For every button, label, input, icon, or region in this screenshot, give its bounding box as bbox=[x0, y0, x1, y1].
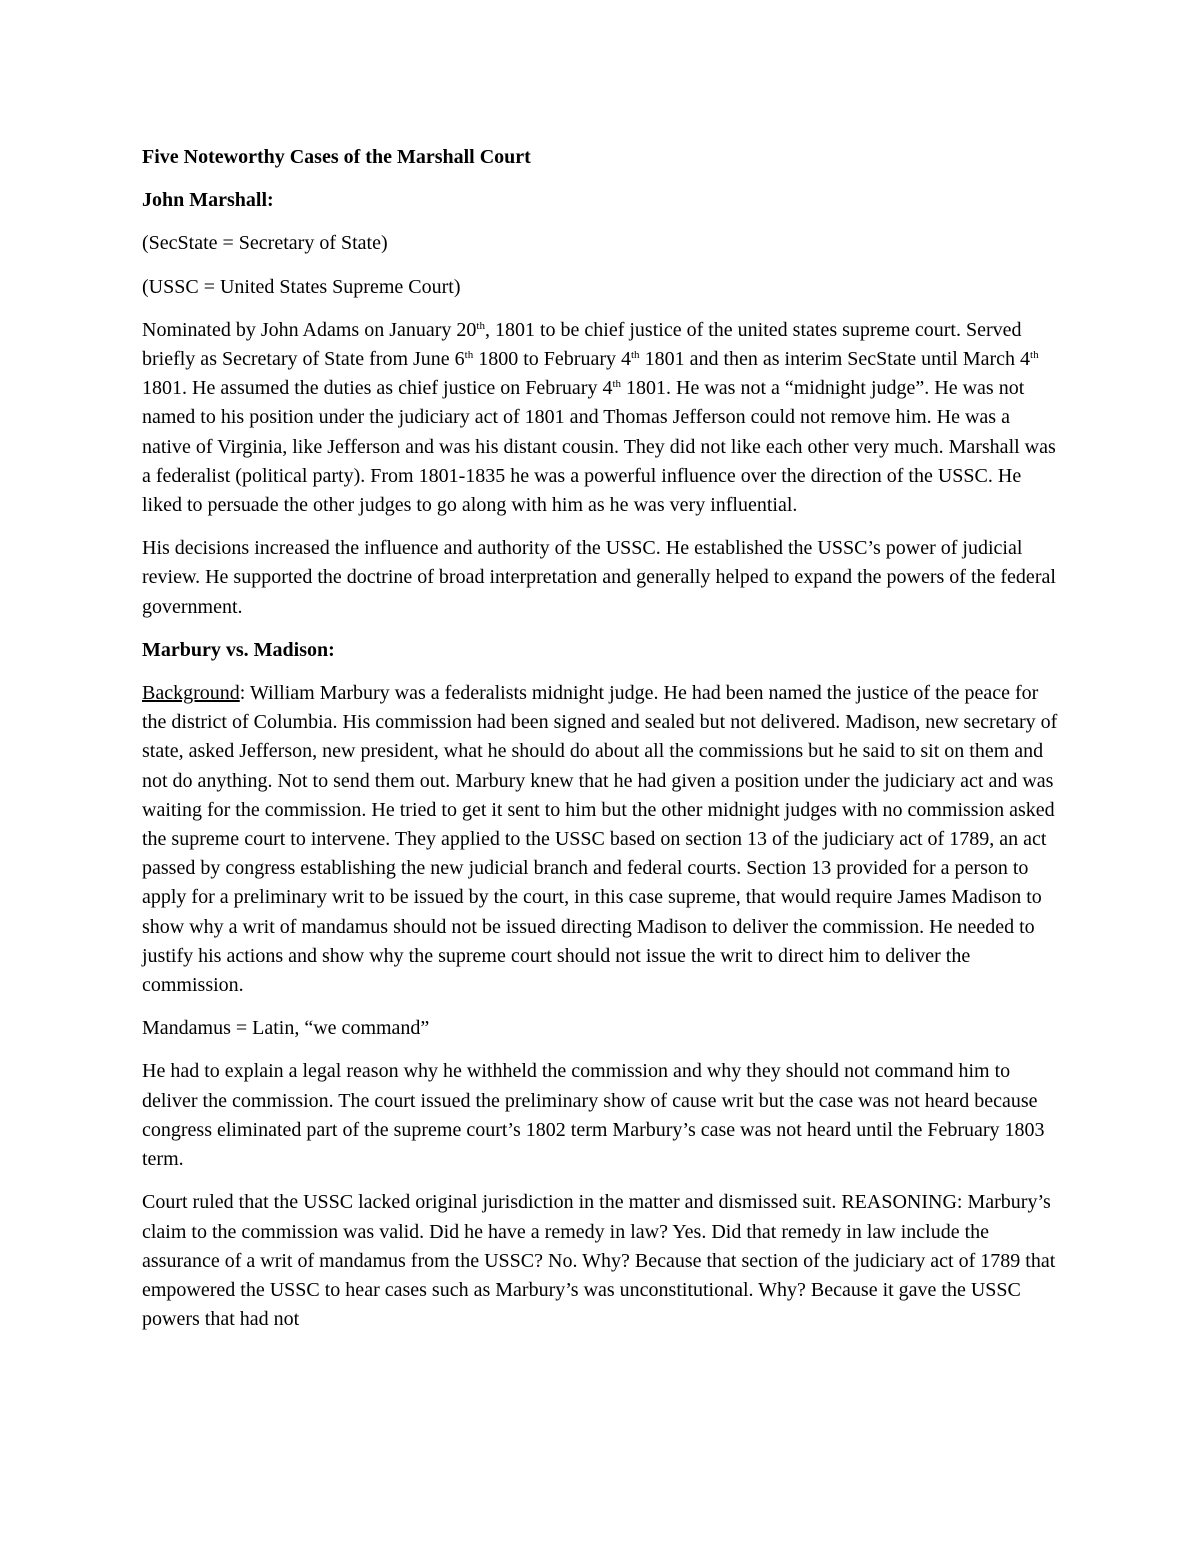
bio-text: 1801. He was not a “midnight judge”. He was not named to his position under the judiciary act of 1801 and Thomas Jefferson could not remove him. He was a native of Virginia, like Jefferson and was his distant cousin. They did not like each other very much. Marshall was a federalist (political party). From 1801-1835 he was a powerful influence over the direction of the USSC. He liked to persuade the other judges to go along with him as he was very influential. bbox=[142, 377, 1056, 517]
paragraph-background bbox=[142, 679, 1060, 1000]
paragraph-decisions: His decisions increased the influence and authority of the USSC. He established the USSC’s power of judicial review. He supported the doctrine of broad interpretation and generally helped to expand the powers of the federal government. bbox=[142, 537, 1056, 618]
bio-text: 1801. He assumed the duties as chief justice on February 4 bbox=[142, 377, 613, 400]
ordinal-superscript: th bbox=[631, 349, 640, 362]
ordinal-superscript: th bbox=[612, 378, 622, 391]
ordinal-superscript: th bbox=[1030, 349, 1039, 362]
background-label: Background bbox=[142, 682, 240, 705]
heading-john-marshall: John Marshall: bbox=[142, 189, 274, 212]
document-body bbox=[142, 143, 1060, 1348]
bio-text: Nominated by John Adams on January 20 bbox=[142, 318, 477, 341]
bio-text: 1801 and then as interim SecState until March 4 bbox=[639, 348, 1031, 371]
paragraph-ruling: Court ruled that the USSC lacked original jurisdiction in the matter and dismissed suit. REASONING: Marbury’s claim to the commission was valid. Did he have a remedy in law? Yes. Did that remedy in law include the assurance of a writ of mandamus from the USSC? No. Why? Because that section of the judiciary act of 1789 that empowered the USSC to hear cases such as Marbury’s was unconstitutional. Why? Because it gave the USSC powers that had not bbox=[142, 1191, 1056, 1331]
ordinal-superscript: th bbox=[476, 319, 485, 332]
ordinal-superscript: th bbox=[464, 349, 474, 362]
document-title: Five Noteworthy Cases of the Marshall Court bbox=[142, 146, 531, 168]
background-text: : William Marbury was a federalists midnight judge. He had been named the justice of the peace for the district of Columbia. His commission had been signed and sealed but not delivered. Madison, new secretary of state, asked Jefferson, new president, what he should do about all the commissions but he said to sit on them and not do anything. Not to send them out. Marbury knew that he had given a position under the judiciary act and was waiting for the commission. He tried to get it sent to him but the other midnight judges with no commission asked the supreme court to intervene. They applied to the USSC based on section 13 of the judiciary act of 1789, an act passed by congress establishing the new judicial branch and federal courts. Section 13 provided for a person to apply for a preliminary writ to be issued by the court, in this case supreme, that would require James Madison to show why a writ of mandamus should not be issued directing Madison to deliver the commission. He needed to justify his actions and show why the supreme court should not issue the writ to direct him to deliver the commission. bbox=[142, 682, 1058, 997]
paragraph-explain: He had to explain a legal reason why he withheld the commission and why they should not command him to deliver the commission. The court issued the preliminary show of cause writ but the case was not heard because congress eliminated part of the supreme court’s 1802 term Marbury’s case was not heard until the February 1803 term. bbox=[142, 1060, 1045, 1171]
paragraph-mandamus: Mandamus = Latin, “we command” bbox=[142, 1017, 430, 1040]
abbreviation-ussc: (USSC = United States Supreme Court) bbox=[142, 275, 461, 298]
bio-text: , 1801 to be chief justice of the united states supreme court. Served briefly as Secretary of State from June 6 bbox=[142, 318, 1022, 371]
paragraph-biography bbox=[142, 316, 1060, 520]
heading-marbury-vs-madison: Marbury vs. Madison: bbox=[142, 638, 335, 661]
abbreviation-secstate: (SecState = Secretary of State) bbox=[142, 232, 388, 255]
bio-text: 1800 to February 4 bbox=[473, 348, 631, 371]
